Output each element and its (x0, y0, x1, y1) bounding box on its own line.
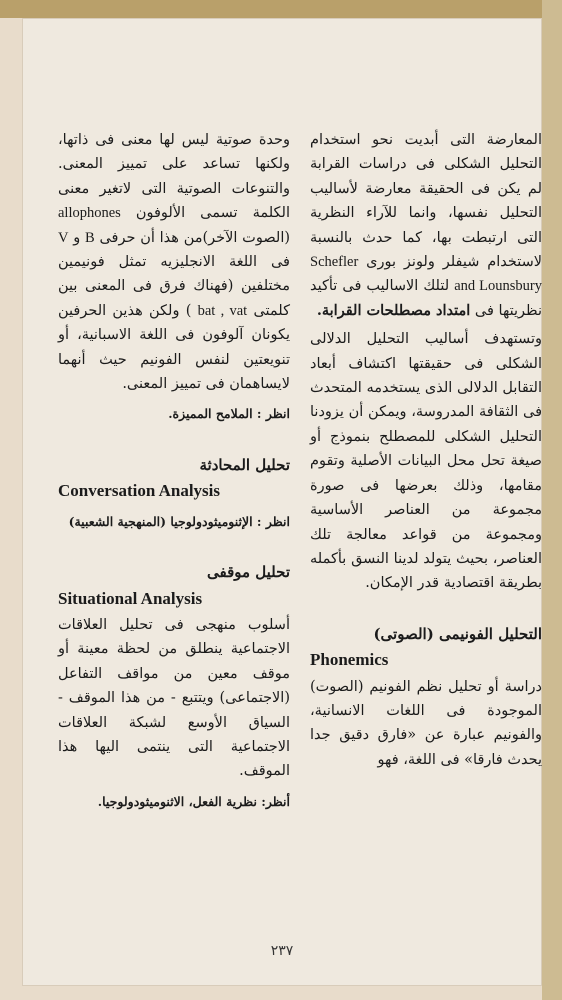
inline-english: bat , vat (197, 302, 248, 319)
entry-heading-english: Conversation Analysis (58, 481, 220, 501)
entry-heading-english: Phonemics (310, 650, 389, 670)
entry-heading-arabic: تحليل المحادثة (199, 455, 290, 474)
cross-reference: انظر : الإثنوميثودولوجيا (المنهجية الشعبية) (68, 513, 290, 529)
entry-heading-arabic: تحليل موقفى (207, 563, 290, 582)
entry-heading-english: Situational Analysis (58, 588, 203, 608)
left-column (58, 128, 290, 814)
right-column (310, 128, 542, 776)
paragraph: وحدة صوتية ليس لها معنى فى ذاتها، ولكنها تساعد على تمييز المعنى. والتنوعات الصوتية التى لاتغير معنى الكلمة تسمى الألوفون allophones (الصوت الآخر)من هذا أن حرفى B و V فى اللغة الانجليزيه تمثل فونيمين مختلفين (فهناك فرق فى المعنى بين كلمتى bat , vat ) ولكن هذين الحرفين يكونان آلوفون فى اللغة الاسبانية، أو تنويعتين لنفس الفونيم حيث أنهما لايساهمان فى تمييز المعنى. (58, 132, 291, 393)
entry-heading-arabic: التحليل الفونيمى (الصوتى) (373, 624, 542, 643)
book-page (22, 18, 542, 986)
inline-english: allophones (58, 205, 121, 222)
page-number: ٢٣٧ (270, 943, 294, 959)
top-edge (0, 0, 562, 18)
paragraph: أسلوب منهجى فى تحليل العلاقات الاجتماعية ينطلق من لحظة معينة أو موقف معين من مواقف التفاعل (الاجتماعى) ويتتبع - من هذا الموقف - السياق الأوسع لشبكة العلاقات الاجتماعية التى ينتمى اليها هذا الموقف. (58, 616, 290, 780)
inline-english: Schefler and Lounsbury (310, 254, 542, 295)
cross-reference: أنظر: نظرية الفعل، الاثنوميثودولوجيا. (97, 793, 290, 809)
cross-reference: انظر : الملامح المميزة. (168, 406, 290, 422)
bold-phrase: امتداد مصطلحات القرابة. (316, 301, 471, 319)
book-edge (542, 0, 562, 1000)
paragraph: المعارضة التى أبديت نحو استخدام التحليل الشكلى فى دراسات القرابة لم يكن فى الحقيقة معارضة لأساليب التحليل نفسها، وانما للآراء النظرية التى ارتبطت بها، كما حدث بالنسبة لاستخدام شيفلر ولونز بورى Schefler and Lounsbury لتلك الاساليب فى تأكيد نظريتها فى امتداد مصطلحات القرابة. (310, 132, 542, 319)
paragraph: دراسة أو تحليل نظم الفونيم (الصوت) الموجودة فى اللغات الانسانية، والفونيم عبارة عن «فارق دقيق جدا يحدث فارقا» فى اللغة، فهو (310, 678, 542, 768)
paragraph: وتستهدف أساليب التحليل الدلالى الشكلى فى حقيقتها اكتشاف أبعاد التقابل الدلالى الذى يستخدمه المتحدث فى الثقافة المدروسة، ويمكن أن يزودنا التحليل الشكلى للمصطلح بنموذج أو صيغة تحل محل البيانات الأصلية وتقوم مقامها، وذلك بعرضها فى صورة مجموعة من العناصر الأساسية ومجموعة من قواعد معالجة تلك العناصر، بحيث يتولد لدينا النسق بأكمله بطريقة اقتصادية قدر الإمكان. (310, 331, 542, 592)
